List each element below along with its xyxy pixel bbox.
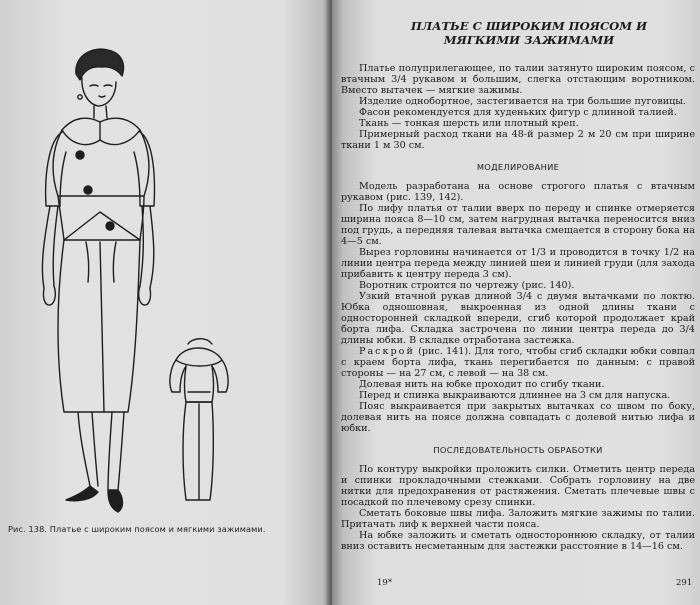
cutting-paragraph: Перед и спинка выкраиваются длиннее на 3 см для напуска. [359, 390, 671, 401]
modeling-paragraph: Вырез горловины начинается от 1/3 и проводится в точку 1/2 на линии центра переда между линией шеи и линией груди (для захода прибавить к центру переда 3 см). [341, 247, 695, 280]
intro-paragraph: Примерный расход ткани на 48-й размер 2 м 20 см при ширине ткани 1 м 30 см. [341, 129, 695, 151]
page-title: ПЛАТЬЕ С ШИРОКИМ ПОЯСОМ И МЯГКИМИ ЗАЖИМАМИ [410, 19, 648, 47]
cutting-paragraph [341, 346, 695, 379]
modeling-paragraph: Модель разработана на основе строгого платья с втачным рукавом (рис. 139, 142). [341, 181, 695, 203]
sequence-paragraph: На юбке заложить и сметать одностороннюю складку, от талии вниз оставить несметанным для застежки расстояние в 14—16 см. [341, 530, 695, 552]
sequence-paragraph: По контуру выкройки проложить силки. Отметить центр переда и спинки прокладочными стежками. Собрать горловину на две нитки для предохранения от растяжения. Сметать плечевые швы с посадкой по плечевому срезу спинки. [341, 464, 695, 508]
cutting-label: Раскрой [359, 346, 415, 357]
left-page [0, 0, 332, 605]
cutting-paragraph: Пояс выкраивается при закрытых вытачках со швом по боку, долевая нить на поясе должна совпадать с долевой нитью лифа и юбки. [341, 401, 695, 434]
modeling-paragraph: Воротник строится по чертежу (рис. 140). [359, 280, 575, 291]
modeling-paragraph: По лифу платья от талии вверх по переду и спинке отмеряется ширина пояса 8—10 см, затем нагрудная вытачка переносится вниз под грудь, а передняя талевая вытачка смещается в сторону бока на 4—5 см. [341, 203, 695, 247]
intro-paragraph: Ткань — тонкая шерсть или плотный креп. [359, 118, 579, 129]
page-number: 291 [676, 578, 693, 588]
cutting-paragraph: Долевая нить на юбке проходит по сгибу ткани. [359, 379, 605, 390]
dress-illustration [0, 0, 332, 605]
sequence-paragraph: Сметать боковые швы лифа. Заложить мягкие зажимы по талии. Притачать лиф к верхней части пояса. [341, 508, 695, 530]
modeling-paragraph: Узкий втачной рукав длиной 3/4 с двумя вытачками по локтю. Юбка одношовная, выкроенная из одной длины ткани с односторонней складкой впереди, сгиб которой продолжает край борта лифа. Складка застрочена по линии центра переда до 3/4 длины юбки. В складке отработана застежка. [341, 291, 695, 346]
intro-paragraph: Фасон рекомендуется для худеньких фигур с длинной талией. [359, 107, 677, 118]
section-heading-modeling: МОДЕЛИРОВАНИЕ [476, 162, 560, 172]
intro-paragraph: Платье полуприлегающее, по талии затянуто широким поясом, с втачным 3/4 рукавом и большим, слегка отстающим воротником. Вместо вытачек — мягкие зажимы. [341, 63, 695, 96]
right-page-text [341, 20, 695, 552]
cutting-text: (рис. 141). Для того, чтобы сгиб складки юбки совпал с краем борта лифа, ткань перегибается по данным: с правой стороны — на 27 см, с левой — на 38 см. [341, 346, 695, 379]
section-heading-sequence: ПОСЛЕДОВАТЕЛЬНОСТЬ ОБРАБОТКИ [433, 445, 603, 455]
signature-mark: 19* [377, 578, 393, 588]
figure-caption: Рис. 138. Платье с широким поясом и мягкими зажимами. [8, 524, 266, 534]
intro-paragraph: Изделие однобортное, застегивается на три большие пуговицы. [359, 96, 686, 107]
